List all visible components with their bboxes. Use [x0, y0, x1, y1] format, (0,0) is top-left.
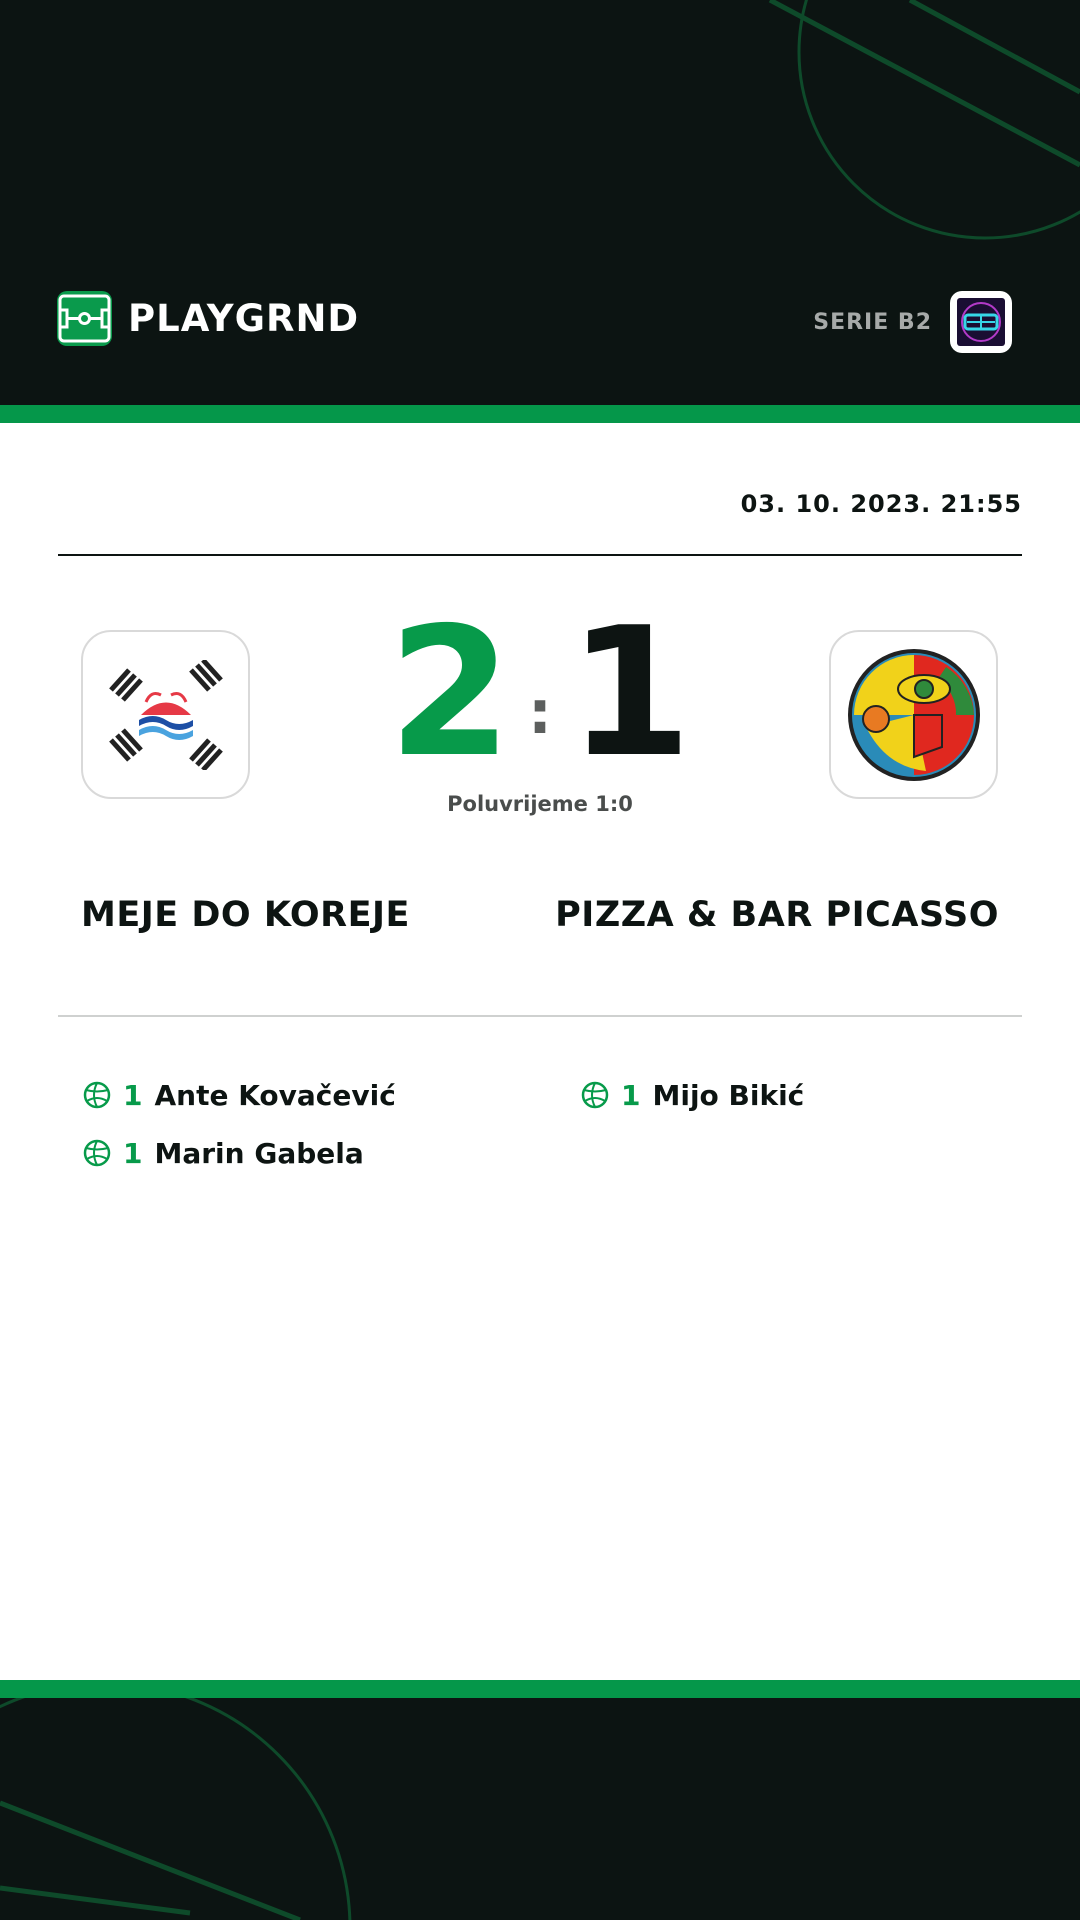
- divider: [58, 1015, 1022, 1017]
- ball-icon: [581, 1081, 609, 1109]
- scorer-name: Mijo Bikić: [652, 1078, 805, 1112]
- accent-bar-top: [0, 405, 1080, 423]
- league: [813, 291, 1012, 353]
- score-separator: :: [528, 677, 552, 748]
- league-logo: [950, 291, 1012, 353]
- league-name: SERIE B2: [813, 309, 932, 335]
- goal-count: 1: [621, 1078, 641, 1112]
- accent-bar-bottom: [0, 1680, 1080, 1698]
- scorer-row: [83, 1066, 396, 1124]
- home-team-name: MEJE DO KOREJE: [81, 895, 410, 935]
- pitch-icon: [57, 291, 112, 346]
- scorer-row: [83, 1124, 396, 1182]
- home-score: 2: [388, 588, 512, 796]
- brand-name: PLAYGRND: [128, 296, 360, 340]
- brand: [57, 290, 359, 346]
- scorer-name: Marin Gabela: [154, 1136, 364, 1170]
- scorer-name: Ante Kovačević: [154, 1078, 396, 1112]
- pitch-lines-decoration: [0, 1698, 1080, 1920]
- away-team-name: PIZZA & BAR PICASSO: [555, 895, 999, 935]
- ball-icon: [83, 1081, 111, 1109]
- footer-band: [0, 1698, 1080, 1920]
- ball-icon: [83, 1139, 111, 1167]
- goal-count: 1: [123, 1078, 143, 1112]
- scorer-row: [581, 1066, 804, 1124]
- match-datetime: 03. 10. 2023. 21:55: [740, 490, 1022, 518]
- halftime-score: Poluvrijeme 1:0: [447, 792, 633, 816]
- away-score: 1: [568, 588, 692, 796]
- scoreline: [0, 588, 1080, 796]
- goal-count: 1: [123, 1136, 143, 1170]
- away-scorers: [581, 1066, 804, 1124]
- divider: [58, 554, 1022, 556]
- home-scorers: [83, 1066, 396, 1182]
